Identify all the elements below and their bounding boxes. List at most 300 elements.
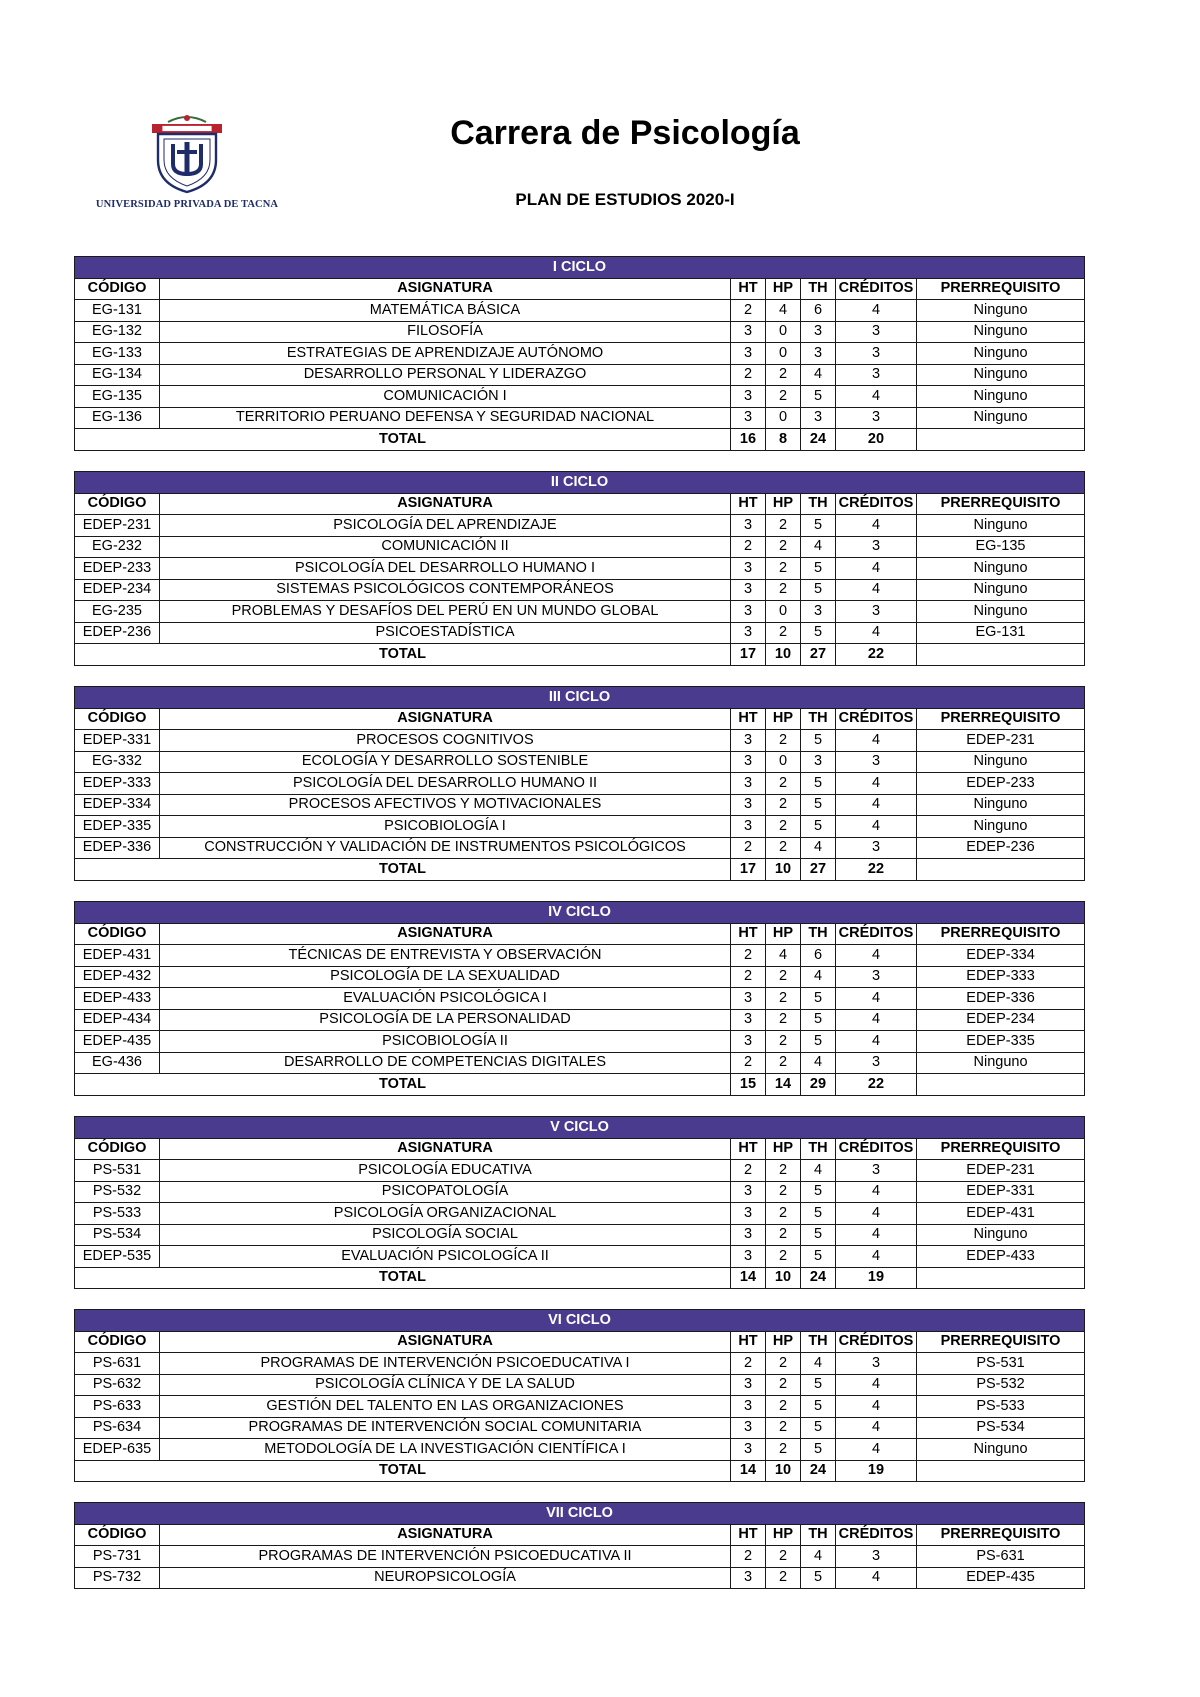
course-subject: DESARROLLO DE COMPETENCIAS DIGITALES bbox=[160, 1052, 731, 1074]
column-header-row bbox=[75, 278, 1085, 300]
course-prerequisite: Ninguno bbox=[917, 816, 1085, 838]
course-ht: 3 bbox=[731, 407, 766, 429]
course-prerequisite: Ninguno bbox=[917, 794, 1085, 816]
course-credits: 3 bbox=[836, 343, 917, 365]
course-subject: DESARROLLO PERSONAL Y LIDERAZGO bbox=[160, 364, 731, 386]
cycle-header-bar bbox=[75, 257, 1085, 279]
course-code: PS-732 bbox=[75, 1567, 160, 1589]
course-th: 5 bbox=[801, 1224, 836, 1246]
total-ht: 14 bbox=[731, 1460, 766, 1482]
course-hp: 2 bbox=[766, 386, 801, 408]
column-header-row bbox=[75, 1331, 1085, 1353]
course-credits: 4 bbox=[836, 558, 917, 580]
column-header-prerrequisito: PRERREQUISITO bbox=[917, 493, 1085, 515]
course-credits: 4 bbox=[836, 622, 917, 644]
course-th: 5 bbox=[801, 1246, 836, 1268]
total-empty bbox=[917, 1267, 1085, 1289]
course-th: 5 bbox=[801, 1374, 836, 1396]
course-ht: 3 bbox=[731, 1031, 766, 1053]
course-subject: TERRITORIO PERUANO DEFENSA Y SEGURIDAD NACIONAL bbox=[160, 407, 731, 429]
cycle-name: III CICLO bbox=[75, 687, 1085, 709]
course-credits: 4 bbox=[836, 300, 917, 322]
course-hp: 2 bbox=[766, 1417, 801, 1439]
course-credits: 3 bbox=[836, 837, 917, 859]
course-credits: 4 bbox=[836, 1439, 917, 1461]
course-hp: 2 bbox=[766, 1224, 801, 1246]
course-subject: METODOLOGÍA DE LA INVESTIGACIÓN CIENTÍFICA I bbox=[160, 1439, 731, 1461]
course-subject: PSICOESTADÍSTICA bbox=[160, 622, 731, 644]
total-hp: 10 bbox=[766, 1267, 801, 1289]
course-prerequisite: EG-135 bbox=[917, 536, 1085, 558]
table-row bbox=[75, 1009, 1085, 1031]
course-th: 5 bbox=[801, 622, 836, 644]
course-hp: 2 bbox=[766, 988, 801, 1010]
course-hp: 2 bbox=[766, 536, 801, 558]
course-credits: 4 bbox=[836, 1203, 917, 1225]
course-credits: 4 bbox=[836, 1246, 917, 1268]
course-prerequisite: Ninguno bbox=[917, 386, 1085, 408]
total-th: 27 bbox=[801, 644, 836, 666]
course-code: EDEP-231 bbox=[75, 515, 160, 537]
course-subject: CONSTRUCCIÓN Y VALIDACIÓN DE INSTRUMENTOS PSICOLÓGICOS bbox=[160, 837, 731, 859]
course-subject: PROBLEMAS Y DESAFÍOS DEL PERÚ EN UN MUNDO GLOBAL bbox=[160, 601, 731, 623]
column-header-creditos: CRÉDITOS bbox=[836, 278, 917, 300]
course-code: PS-631 bbox=[75, 1353, 160, 1375]
cycle-header-bar bbox=[75, 472, 1085, 494]
column-header-th: TH bbox=[801, 923, 836, 945]
table-row bbox=[75, 837, 1085, 859]
course-hp: 2 bbox=[766, 1567, 801, 1589]
total-ht: 17 bbox=[731, 644, 766, 666]
table-row bbox=[75, 730, 1085, 752]
table-row bbox=[75, 343, 1085, 365]
course-hp: 0 bbox=[766, 601, 801, 623]
cycle-name: V CICLO bbox=[75, 1117, 1085, 1139]
table-row bbox=[75, 1246, 1085, 1268]
course-credits: 3 bbox=[836, 407, 917, 429]
course-subject: PROGRAMAS DE INTERVENCIÓN SOCIAL COMUNITARIA bbox=[160, 1417, 731, 1439]
course-hp: 2 bbox=[766, 1246, 801, 1268]
course-ht: 3 bbox=[731, 988, 766, 1010]
table-row bbox=[75, 321, 1085, 343]
course-prerequisite: EDEP-334 bbox=[917, 945, 1085, 967]
course-ht: 3 bbox=[731, 1396, 766, 1418]
course-code: EDEP-431 bbox=[75, 945, 160, 967]
course-code: EDEP-333 bbox=[75, 773, 160, 795]
table-row bbox=[75, 1567, 1085, 1589]
course-ht: 3 bbox=[731, 816, 766, 838]
course-hp: 2 bbox=[766, 773, 801, 795]
column-header-codigo: CÓDIGO bbox=[75, 1138, 160, 1160]
course-subject: ESTRATEGIAS DE APRENDIZAJE AUTÓNOMO bbox=[160, 343, 731, 365]
course-subject: PROGRAMAS DE INTERVENCIÓN PSICOEDUCATIVA II bbox=[160, 1546, 731, 1568]
course-credits: 4 bbox=[836, 988, 917, 1010]
course-subject: PSICOLOGÍA EDUCATIVA bbox=[160, 1160, 731, 1182]
course-ht: 3 bbox=[731, 579, 766, 601]
course-th: 3 bbox=[801, 321, 836, 343]
course-subject: PSICOLOGÍA CLÍNICA Y DE LA SALUD bbox=[160, 1374, 731, 1396]
course-credits: 3 bbox=[836, 1353, 917, 1375]
column-header-asignatura: ASIGNATURA bbox=[160, 708, 731, 730]
course-subject: SISTEMAS PSICOLÓGICOS CONTEMPORÁNEOS bbox=[160, 579, 731, 601]
column-header-asignatura: ASIGNATURA bbox=[160, 1524, 731, 1546]
course-th: 5 bbox=[801, 579, 836, 601]
course-th: 4 bbox=[801, 536, 836, 558]
course-subject: PSICOLOGÍA SOCIAL bbox=[160, 1224, 731, 1246]
course-prerequisite: Ninguno bbox=[917, 407, 1085, 429]
course-code: EG-131 bbox=[75, 300, 160, 322]
column-header-row bbox=[75, 493, 1085, 515]
total-empty bbox=[917, 644, 1085, 666]
course-th: 5 bbox=[801, 558, 836, 580]
course-code: EG-232 bbox=[75, 536, 160, 558]
total-hp: 10 bbox=[766, 1460, 801, 1482]
column-header-prerrequisito: PRERREQUISITO bbox=[917, 1331, 1085, 1353]
column-header-row bbox=[75, 923, 1085, 945]
table-row bbox=[75, 1374, 1085, 1396]
column-header-ht: HT bbox=[731, 493, 766, 515]
course-code: EG-132 bbox=[75, 321, 160, 343]
cycle-name: I CICLO bbox=[75, 257, 1085, 279]
table-row bbox=[75, 1224, 1085, 1246]
total-th: 24 bbox=[801, 1267, 836, 1289]
course-code: EG-136 bbox=[75, 407, 160, 429]
course-subject: NEUROPSICOLOGÍA bbox=[160, 1567, 731, 1589]
course-code: PS-534 bbox=[75, 1224, 160, 1246]
column-header-th: TH bbox=[801, 1138, 836, 1160]
column-header-hp: HP bbox=[766, 1524, 801, 1546]
cycle-table bbox=[74, 1309, 1085, 1482]
course-hp: 4 bbox=[766, 945, 801, 967]
course-credits: 3 bbox=[836, 1160, 917, 1182]
column-header-ht: HT bbox=[731, 1138, 766, 1160]
table-row bbox=[75, 1052, 1085, 1074]
total-ht: 17 bbox=[731, 859, 766, 881]
column-header-hp: HP bbox=[766, 493, 801, 515]
course-credits: 4 bbox=[836, 1567, 917, 1589]
course-credits: 4 bbox=[836, 816, 917, 838]
course-ht: 3 bbox=[731, 1224, 766, 1246]
cycle-name: VII CICLO bbox=[75, 1503, 1085, 1525]
course-hp: 2 bbox=[766, 579, 801, 601]
course-th: 5 bbox=[801, 1439, 836, 1461]
course-subject: PSICOPATOLOGÍA bbox=[160, 1181, 731, 1203]
course-th: 4 bbox=[801, 1546, 836, 1568]
table-row bbox=[75, 386, 1085, 408]
course-code: EDEP-331 bbox=[75, 730, 160, 752]
column-header-asignatura: ASIGNATURA bbox=[160, 1331, 731, 1353]
course-hp: 2 bbox=[766, 816, 801, 838]
column-header-th: TH bbox=[801, 278, 836, 300]
total-hp: 8 bbox=[766, 429, 801, 451]
total-row bbox=[75, 1267, 1085, 1289]
course-prerequisite: EDEP-335 bbox=[917, 1031, 1085, 1053]
column-header-ht: HT bbox=[731, 1524, 766, 1546]
table-row bbox=[75, 1396, 1085, 1418]
course-th: 5 bbox=[801, 1203, 836, 1225]
column-header-hp: HP bbox=[766, 1331, 801, 1353]
table-row bbox=[75, 407, 1085, 429]
column-header-prerrequisito: PRERREQUISITO bbox=[917, 278, 1085, 300]
course-code: EG-436 bbox=[75, 1052, 160, 1074]
course-ht: 2 bbox=[731, 364, 766, 386]
course-credits: 3 bbox=[836, 364, 917, 386]
course-credits: 3 bbox=[836, 1546, 917, 1568]
course-credits: 3 bbox=[836, 601, 917, 623]
column-header-codigo: CÓDIGO bbox=[75, 278, 160, 300]
course-code: EDEP-234 bbox=[75, 579, 160, 601]
course-credits: 4 bbox=[836, 515, 917, 537]
course-hp: 2 bbox=[766, 1353, 801, 1375]
course-hp: 2 bbox=[766, 364, 801, 386]
total-ht: 16 bbox=[731, 429, 766, 451]
total-empty bbox=[917, 1460, 1085, 1482]
course-th: 5 bbox=[801, 1396, 836, 1418]
course-credits: 4 bbox=[836, 794, 917, 816]
course-prerequisite: EDEP-336 bbox=[917, 988, 1085, 1010]
column-header-ht: HT bbox=[731, 278, 766, 300]
total-credits: 22 bbox=[836, 859, 917, 881]
total-credits: 19 bbox=[836, 1460, 917, 1482]
table-row bbox=[75, 1546, 1085, 1568]
course-prerequisite: PS-531 bbox=[917, 1353, 1085, 1375]
course-ht: 3 bbox=[731, 601, 766, 623]
course-credits: 4 bbox=[836, 1374, 917, 1396]
course-prerequisite: PS-532 bbox=[917, 1374, 1085, 1396]
course-code: PS-532 bbox=[75, 1181, 160, 1203]
column-header-codigo: CÓDIGO bbox=[75, 493, 160, 515]
course-hp: 2 bbox=[766, 1181, 801, 1203]
course-subject: PSICOLOGÍA DEL APRENDIZAJE bbox=[160, 515, 731, 537]
course-credits: 3 bbox=[836, 751, 917, 773]
table-row bbox=[75, 536, 1085, 558]
course-ht: 3 bbox=[731, 321, 766, 343]
course-th: 5 bbox=[801, 988, 836, 1010]
column-header-th: TH bbox=[801, 493, 836, 515]
course-ht: 3 bbox=[731, 558, 766, 580]
course-ht: 3 bbox=[731, 343, 766, 365]
column-header-row bbox=[75, 1138, 1085, 1160]
course-hp: 2 bbox=[766, 1203, 801, 1225]
column-header-creditos: CRÉDITOS bbox=[836, 493, 917, 515]
course-hp: 2 bbox=[766, 622, 801, 644]
course-hp: 2 bbox=[766, 1396, 801, 1418]
course-hp: 0 bbox=[766, 321, 801, 343]
course-subject: COMUNICACIÓN I bbox=[160, 386, 731, 408]
course-th: 3 bbox=[801, 343, 836, 365]
table-row bbox=[75, 558, 1085, 580]
total-hp: 10 bbox=[766, 859, 801, 881]
cycle-header-bar bbox=[75, 902, 1085, 924]
table-row bbox=[75, 622, 1085, 644]
table-row bbox=[75, 988, 1085, 1010]
university-name: UNIVERSIDAD PRIVADA DE TACNA bbox=[95, 199, 279, 210]
total-th: 24 bbox=[801, 429, 836, 451]
course-code: PS-533 bbox=[75, 1203, 160, 1225]
course-hp: 0 bbox=[766, 751, 801, 773]
course-hp: 2 bbox=[766, 794, 801, 816]
course-prerequisite: EDEP-333 bbox=[917, 966, 1085, 988]
course-th: 4 bbox=[801, 837, 836, 859]
course-hp: 2 bbox=[766, 730, 801, 752]
course-hp: 4 bbox=[766, 300, 801, 322]
course-hp: 2 bbox=[766, 1546, 801, 1568]
course-th: 5 bbox=[801, 816, 836, 838]
course-ht: 3 bbox=[731, 515, 766, 537]
cycle-name: II CICLO bbox=[75, 472, 1085, 494]
course-code: EDEP-433 bbox=[75, 988, 160, 1010]
course-subject: PROCESOS AFECTIVOS Y MOTIVACIONALES bbox=[160, 794, 731, 816]
total-row bbox=[75, 859, 1085, 881]
course-subject: COMUNICACIÓN II bbox=[160, 536, 731, 558]
total-empty bbox=[917, 429, 1085, 451]
course-credits: 4 bbox=[836, 730, 917, 752]
course-code: PS-633 bbox=[75, 1396, 160, 1418]
column-header-th: TH bbox=[801, 1331, 836, 1353]
column-header-creditos: CRÉDITOS bbox=[836, 1524, 917, 1546]
course-th: 3 bbox=[801, 407, 836, 429]
course-prerequisite: PS-631 bbox=[917, 1546, 1085, 1568]
cycle-header-bar bbox=[75, 687, 1085, 709]
course-prerequisite: Ninguno bbox=[917, 601, 1085, 623]
course-prerequisite: EDEP-435 bbox=[917, 1567, 1085, 1589]
course-th: 4 bbox=[801, 1353, 836, 1375]
column-header-creditos: CRÉDITOS bbox=[836, 708, 917, 730]
course-ht: 2 bbox=[731, 1052, 766, 1074]
table-row bbox=[75, 1181, 1085, 1203]
course-credits: 3 bbox=[836, 1052, 917, 1074]
course-prerequisite: EDEP-234 bbox=[917, 1009, 1085, 1031]
course-prerequisite: Ninguno bbox=[917, 515, 1085, 537]
table-row bbox=[75, 1417, 1085, 1439]
course-ht: 2 bbox=[731, 300, 766, 322]
course-subject: TÉCNICAS DE ENTREVISTA Y OBSERVACIÓN bbox=[160, 945, 731, 967]
course-code: EDEP-334 bbox=[75, 794, 160, 816]
course-th: 5 bbox=[801, 515, 836, 537]
course-prerequisite: EDEP-233 bbox=[917, 773, 1085, 795]
course-prerequisite: Ninguno bbox=[917, 579, 1085, 601]
course-prerequisite: Ninguno bbox=[917, 1439, 1085, 1461]
total-credits: 20 bbox=[836, 429, 917, 451]
total-credits: 22 bbox=[836, 1074, 917, 1096]
course-ht: 2 bbox=[731, 837, 766, 859]
total-label: TOTAL bbox=[75, 1460, 731, 1482]
plan-subtitle: PLAN DE ESTUDIOS 2020-I bbox=[515, 190, 735, 209]
column-header-creditos: CRÉDITOS bbox=[836, 923, 917, 945]
total-credits: 19 bbox=[836, 1267, 917, 1289]
course-th: 6 bbox=[801, 945, 836, 967]
course-code: EDEP-434 bbox=[75, 1009, 160, 1031]
course-code: EG-135 bbox=[75, 386, 160, 408]
course-ht: 3 bbox=[731, 1567, 766, 1589]
course-prerequisite: EDEP-231 bbox=[917, 1160, 1085, 1182]
table-row bbox=[75, 364, 1085, 386]
course-ht: 3 bbox=[731, 1246, 766, 1268]
course-prerequisite: Ninguno bbox=[917, 558, 1085, 580]
course-code: EDEP-233 bbox=[75, 558, 160, 580]
course-ht: 3 bbox=[731, 622, 766, 644]
total-row bbox=[75, 644, 1085, 666]
total-ht: 15 bbox=[731, 1074, 766, 1096]
course-prerequisite: Ninguno bbox=[917, 364, 1085, 386]
table-row bbox=[75, 1353, 1085, 1375]
column-header-asignatura: ASIGNATURA bbox=[160, 1138, 731, 1160]
course-prerequisite: PS-533 bbox=[917, 1396, 1085, 1418]
table-row bbox=[75, 794, 1085, 816]
column-header-th: TH bbox=[801, 1524, 836, 1546]
column-header-codigo: CÓDIGO bbox=[75, 1524, 160, 1546]
total-empty bbox=[917, 1074, 1085, 1096]
course-prerequisite: EDEP-433 bbox=[917, 1246, 1085, 1268]
cycle-table bbox=[74, 256, 1085, 451]
course-credits: 4 bbox=[836, 945, 917, 967]
course-prerequisite: Ninguno bbox=[917, 1052, 1085, 1074]
course-prerequisite: EDEP-231 bbox=[917, 730, 1085, 752]
course-code: EDEP-335 bbox=[75, 816, 160, 838]
course-credits: 3 bbox=[836, 321, 917, 343]
cycle-table bbox=[74, 1502, 1085, 1589]
column-header-codigo: CÓDIGO bbox=[75, 1331, 160, 1353]
course-ht: 3 bbox=[731, 1009, 766, 1031]
course-subject: PSICOLOGÍA DE LA PERSONALIDAD bbox=[160, 1009, 731, 1031]
table-row bbox=[75, 751, 1085, 773]
course-ht: 3 bbox=[731, 386, 766, 408]
course-ht: 2 bbox=[731, 1353, 766, 1375]
course-subject: FILOSOFÍA bbox=[160, 321, 731, 343]
course-prerequisite: Ninguno bbox=[917, 751, 1085, 773]
course-subject: PSICOBIOLOGÍA II bbox=[160, 1031, 731, 1053]
course-hp: 0 bbox=[766, 343, 801, 365]
course-credits: 4 bbox=[836, 1417, 917, 1439]
table-row bbox=[75, 966, 1085, 988]
column-header-hp: HP bbox=[766, 923, 801, 945]
course-ht: 2 bbox=[731, 945, 766, 967]
course-subject: PSICOLOGÍA DE LA SEXUALIDAD bbox=[160, 966, 731, 988]
course-th: 5 bbox=[801, 773, 836, 795]
course-th: 5 bbox=[801, 794, 836, 816]
course-subject: EVALUACIÓN PSICOLÓGICA I bbox=[160, 988, 731, 1010]
table-row bbox=[75, 1203, 1085, 1225]
table-row bbox=[75, 773, 1085, 795]
column-header-asignatura: ASIGNATURA bbox=[160, 493, 731, 515]
column-header-asignatura: ASIGNATURA bbox=[160, 923, 731, 945]
column-header-ht: HT bbox=[731, 923, 766, 945]
table-row bbox=[75, 1031, 1085, 1053]
course-ht: 3 bbox=[731, 794, 766, 816]
total-label: TOTAL bbox=[75, 429, 731, 451]
table-row bbox=[75, 579, 1085, 601]
course-hp: 2 bbox=[766, 966, 801, 988]
cycle-table bbox=[74, 901, 1085, 1096]
column-header-ht: HT bbox=[731, 708, 766, 730]
total-label: TOTAL bbox=[75, 859, 731, 881]
course-credits: 4 bbox=[836, 1009, 917, 1031]
course-ht: 2 bbox=[731, 966, 766, 988]
course-hp: 2 bbox=[766, 1374, 801, 1396]
course-code: EDEP-435 bbox=[75, 1031, 160, 1053]
course-th: 4 bbox=[801, 966, 836, 988]
total-th: 24 bbox=[801, 1460, 836, 1482]
cycle-header-bar bbox=[75, 1503, 1085, 1525]
course-ht: 3 bbox=[731, 1203, 766, 1225]
course-credits: 4 bbox=[836, 1396, 917, 1418]
course-ht: 3 bbox=[731, 1181, 766, 1203]
course-subject: PROGRAMAS DE INTERVENCIÓN PSICOEDUCATIVA I bbox=[160, 1353, 731, 1375]
course-subject: PSICOLOGÍA DEL DESARROLLO HUMANO II bbox=[160, 773, 731, 795]
course-hp: 2 bbox=[766, 515, 801, 537]
course-hp: 2 bbox=[766, 1052, 801, 1074]
course-ht: 3 bbox=[731, 1374, 766, 1396]
